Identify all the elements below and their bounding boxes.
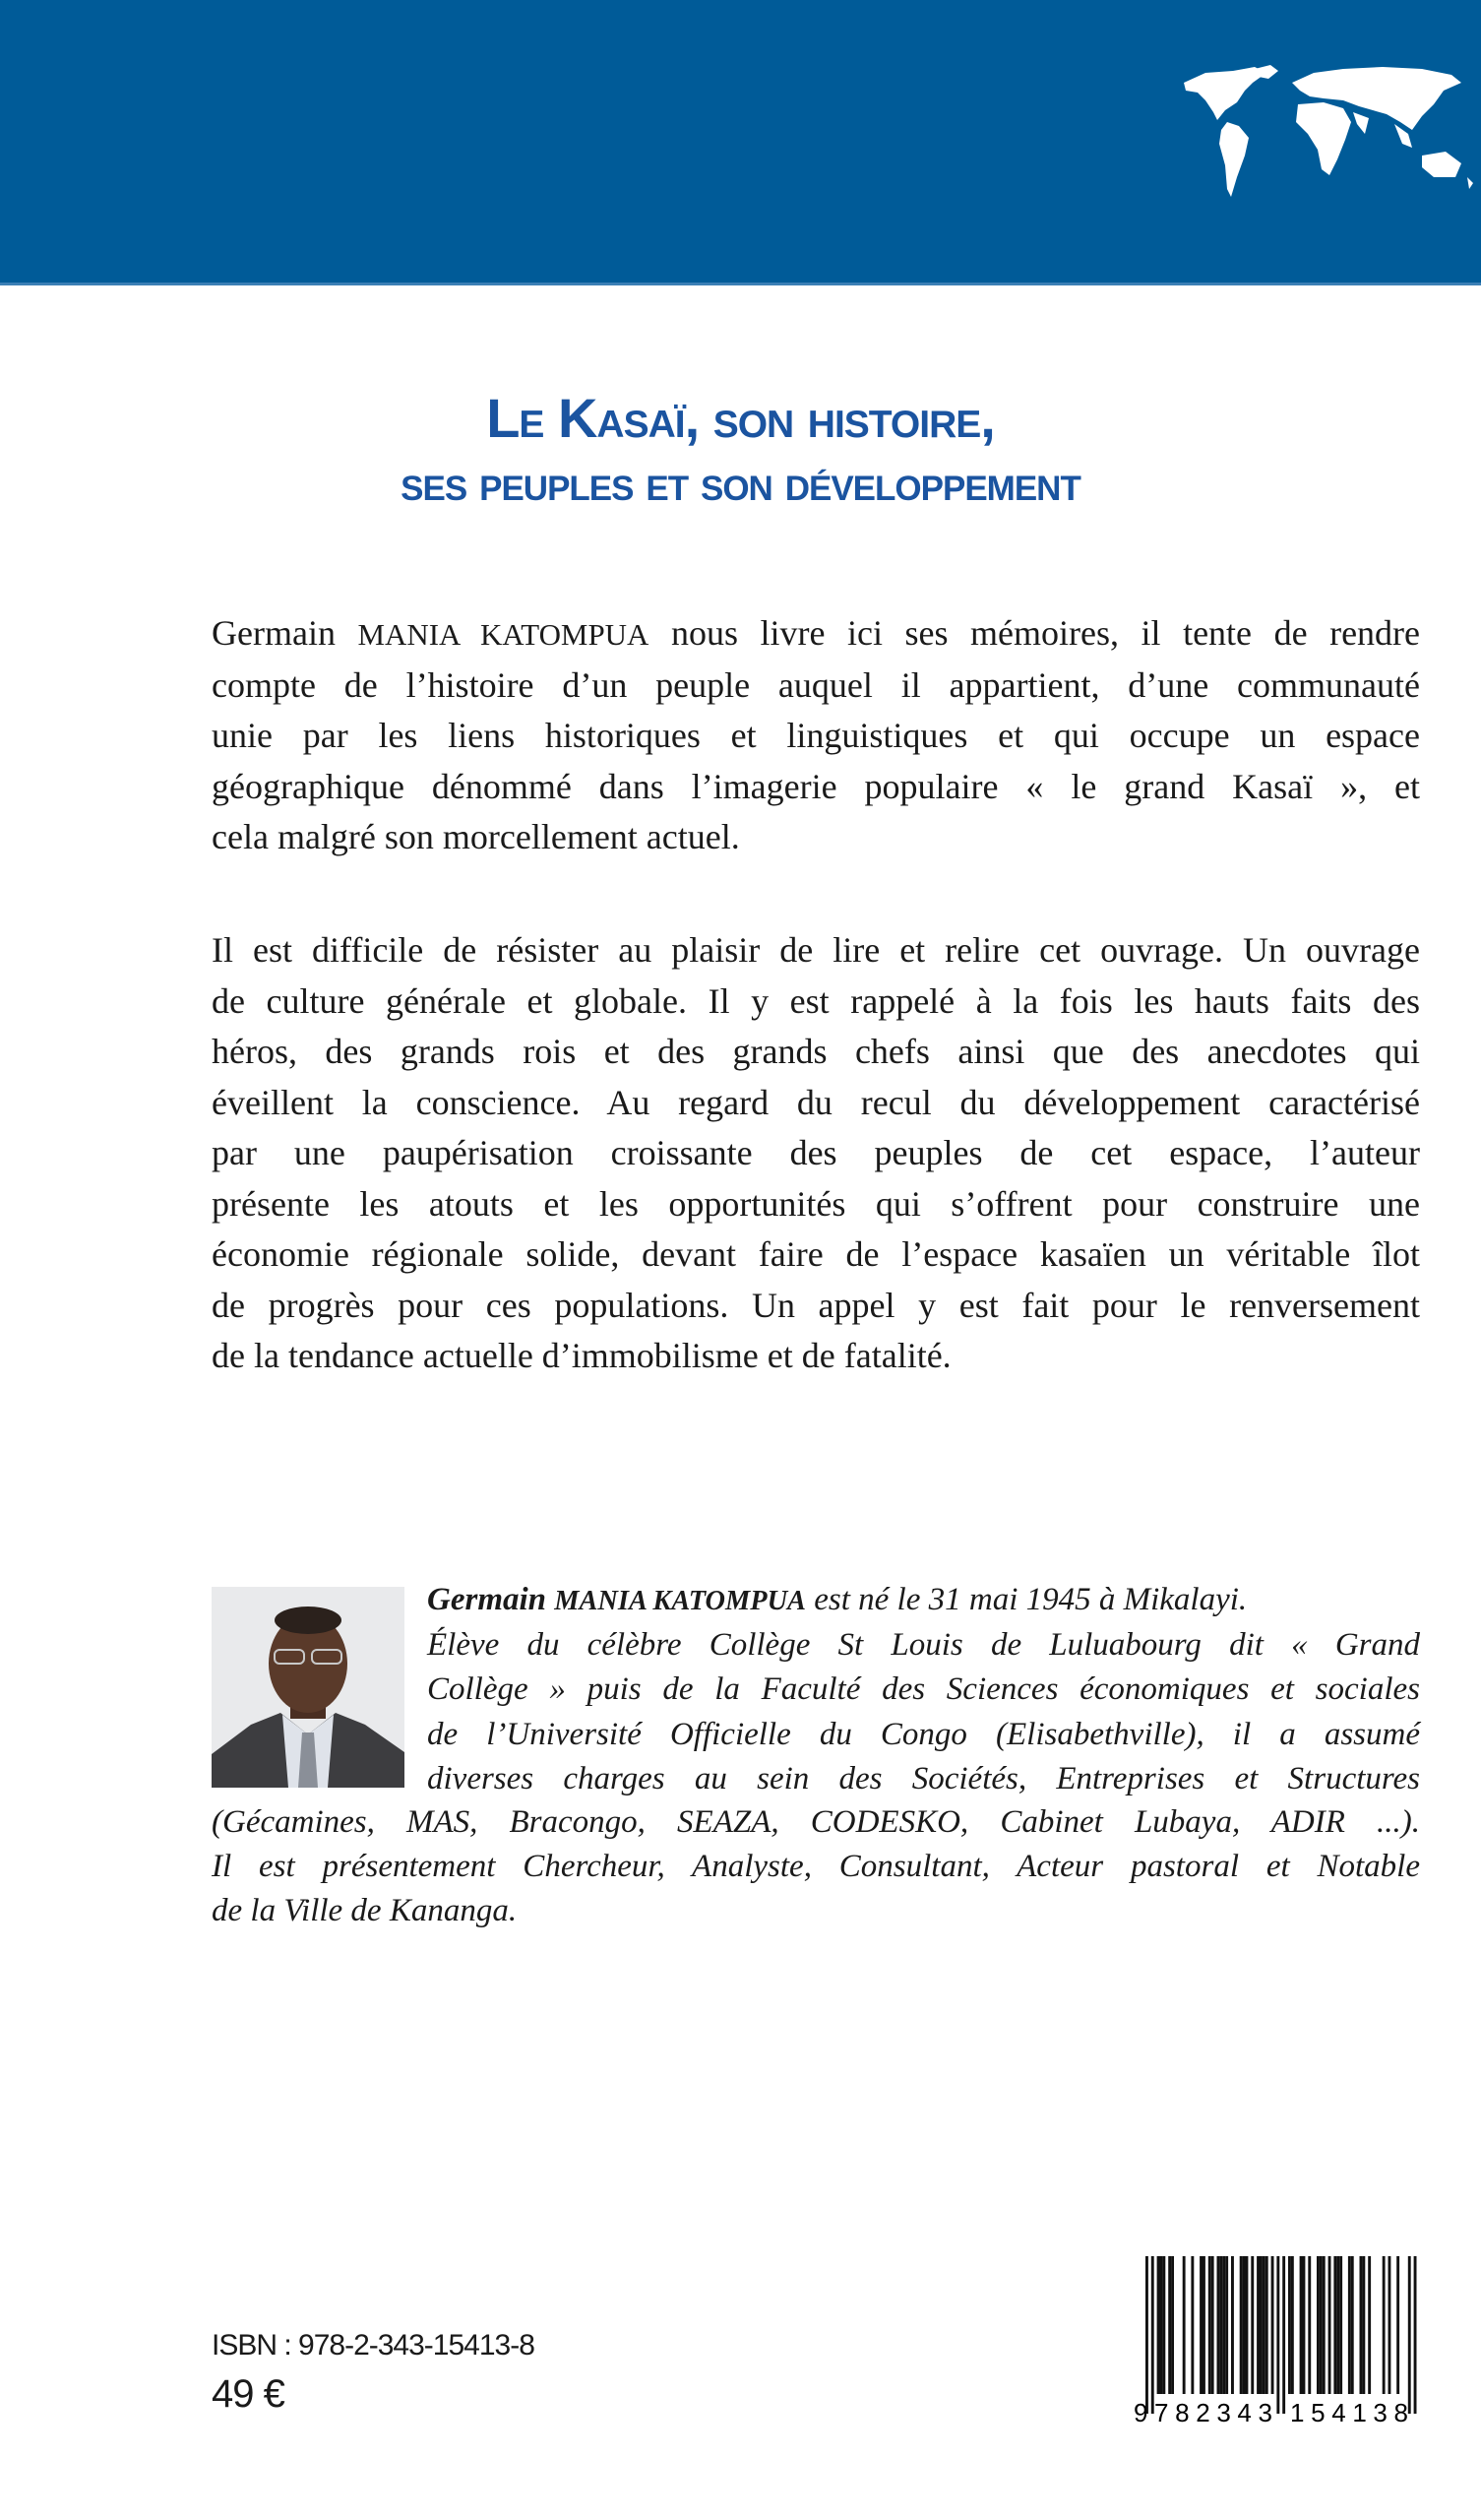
author-surname: MANIA KATOMPUA	[357, 617, 649, 652]
barcode-bar	[1217, 2256, 1220, 2394]
barcode-bar	[1225, 2256, 1228, 2394]
summary-line: de culture générale et globale. Il y est rappelé à la fois les hauts faits des	[212, 980, 1420, 1021]
barcode-bar	[1251, 2256, 1254, 2394]
summary-line: héros, des grands rois et des grands chefs ainsi que des anecdotes qui	[212, 1032, 1420, 1071]
barcode-bar	[1291, 2256, 1294, 2394]
barcode-bar	[1243, 2256, 1246, 2394]
barcode-bar	[1263, 2256, 1265, 2394]
barcode-bar	[1160, 2256, 1163, 2394]
bio-line: diverses charges au sein des Sociétés, Entreprises et Structures	[427, 1760, 1420, 1796]
barcode-bar	[1208, 2256, 1211, 2394]
author-first-name: Germain	[212, 613, 336, 653]
book-title-line-2: ses peuples et son développement	[401, 456, 1080, 511]
summary-line	[212, 608, 1420, 661]
author-bio-beside-photo	[427, 1578, 1420, 1801]
barcode-bar	[1246, 2256, 1249, 2394]
barcode-bar	[1157, 2256, 1160, 2394]
barcode-bar	[1145, 2256, 1148, 2414]
barcode-bar	[1282, 2256, 1285, 2414]
summary-line: unie par les liens historiques et linguistiques et qui occupe un espace	[212, 716, 1420, 755]
barcode-right-digits: 154138	[1290, 2398, 1408, 2426]
barcode-bar	[1351, 2256, 1354, 2394]
barcode-bar	[1317, 2256, 1320, 2394]
barcode-bar	[1168, 2256, 1171, 2394]
barcode-bar	[1336, 2256, 1339, 2394]
bio-author-surname: MANIA KATOMPUA	[554, 1586, 806, 1616]
author-bio-full-width	[212, 1800, 1420, 1934]
book-title-line-1: Le Kasaï, son histoire,	[486, 387, 995, 449]
barcode-bar	[1200, 2256, 1203, 2394]
barcode-bar	[1240, 2256, 1243, 2394]
bio-author-first-name: Germain	[427, 1582, 547, 1617]
barcode-bar	[1388, 2256, 1391, 2394]
summary-line: présente les atouts et les opportunités qui s’offrent pour construire une	[212, 1183, 1420, 1224]
barcode-left-digits: 782343	[1154, 2398, 1272, 2426]
bio-line: de l’Université Officielle du Congo (Elisabethville), il a assumé	[427, 1716, 1420, 1752]
barcode-bar	[1265, 2256, 1268, 2394]
barcode-bar	[1171, 2256, 1174, 2394]
summary-text: nous livre ici ses mémoires, il tente de rendre	[670, 613, 1421, 653]
barcode-bar	[1323, 2256, 1326, 2394]
price: 49 €	[212, 2372, 284, 2416]
summary-line: compte de l’histoire d’un peuple auquel il appartient, d’une communauté	[212, 664, 1420, 705]
barcode-bar	[1414, 2256, 1417, 2414]
barcode-bar	[1308, 2256, 1311, 2394]
barcode-bar	[1257, 2256, 1260, 2394]
barcode-bar	[1320, 2256, 1323, 2394]
barcode-bar	[1276, 2256, 1279, 2414]
bio-line: de la Ville de Kananga.	[212, 1893, 518, 1929]
barcode-bar	[1191, 2256, 1194, 2394]
barcode-bar	[1219, 2256, 1222, 2394]
barcode-bar	[1203, 2256, 1205, 2394]
summary-line: de la tendance actuelle d’immobilisme et de fatalité.	[212, 1336, 952, 1375]
barcode-first-digit: 9	[1134, 2398, 1148, 2426]
barcode-bar	[1362, 2256, 1365, 2394]
bio-line	[427, 1578, 1420, 1623]
barcode-bar	[1339, 2256, 1342, 2394]
barcode-bar	[1328, 2256, 1331, 2394]
barcode-bar	[1368, 2256, 1371, 2394]
summary-line: de progrès pour ces populations. Un appel y est fait pour le renversement	[212, 1285, 1420, 1325]
isbn-number: ISBN : 978-2-343-15413-8	[212, 2329, 534, 2362]
world-map-icon	[1176, 61, 1476, 223]
barcode-bar	[1260, 2256, 1263, 2394]
barcode-bar	[1183, 2256, 1186, 2394]
barcode-bar	[1303, 2256, 1306, 2394]
barcode-bar	[1271, 2256, 1274, 2394]
barcode-bar	[1360, 2256, 1363, 2394]
barcode-bar	[1162, 2256, 1165, 2394]
summary-paragraph-1	[212, 608, 1420, 863]
summary-line: économie régionale solide, devant faire de l’espace kasaïen un véritable îlot	[212, 1234, 1420, 1274]
summary-line: par une paupérisation croissante des peuples de cet espace, l’auteur	[212, 1133, 1420, 1172]
barcode-bar	[1396, 2256, 1399, 2394]
barcode-bar	[1231, 2256, 1234, 2394]
barcode-bar	[1383, 2256, 1386, 2394]
summary-line: Il est difficile de résister au plaisir de lire et relire cet ouvrage. Un ouvrage	[212, 930, 1420, 970]
barcode-bar	[1300, 2256, 1303, 2394]
barcode-bar	[1211, 2256, 1214, 2394]
barcode-bar	[1222, 2256, 1225, 2394]
top-color-band	[0, 0, 1481, 285]
summary-line: éveillent la conscience. Au regard du recul du développement caractérisé	[212, 1082, 1420, 1122]
barcode-bar	[1151, 2256, 1154, 2414]
ean13-barcode	[1132, 2254, 1427, 2426]
bio-line: Élève du célèbre Collège St Louis de Luluabourg dit « Grand	[427, 1627, 1420, 1664]
barcode-bar	[1288, 2256, 1291, 2394]
summary-line: géographique dénommé dans l’imagerie populaire « le grand Kasaï », et	[212, 766, 1420, 806]
author-photo	[212, 1587, 404, 1788]
bio-line: (Gécamines, MAS, Bracongo, SEAZA, CODESKO, Cabinet Lubaya, ADIR ...).	[212, 1804, 1420, 1840]
bio-text: est né le 31 mai 1945 à Mikalayi.	[814, 1582, 1248, 1617]
barcode-bar	[1408, 2256, 1411, 2414]
bio-line: Collège » puis de la Faculté des Sciences économiques et sociales	[427, 1671, 1420, 1708]
summary-paragraph-2	[212, 925, 1420, 1382]
barcode-bar	[1348, 2256, 1351, 2394]
barcode-bar	[1333, 2256, 1336, 2394]
bio-line: Il est présentement Chercheur, Analyste, Consultant, Acteur pastoral et Notable	[212, 1849, 1420, 1885]
summary-line: cela malgré son morcellement actuel.	[212, 817, 740, 856]
